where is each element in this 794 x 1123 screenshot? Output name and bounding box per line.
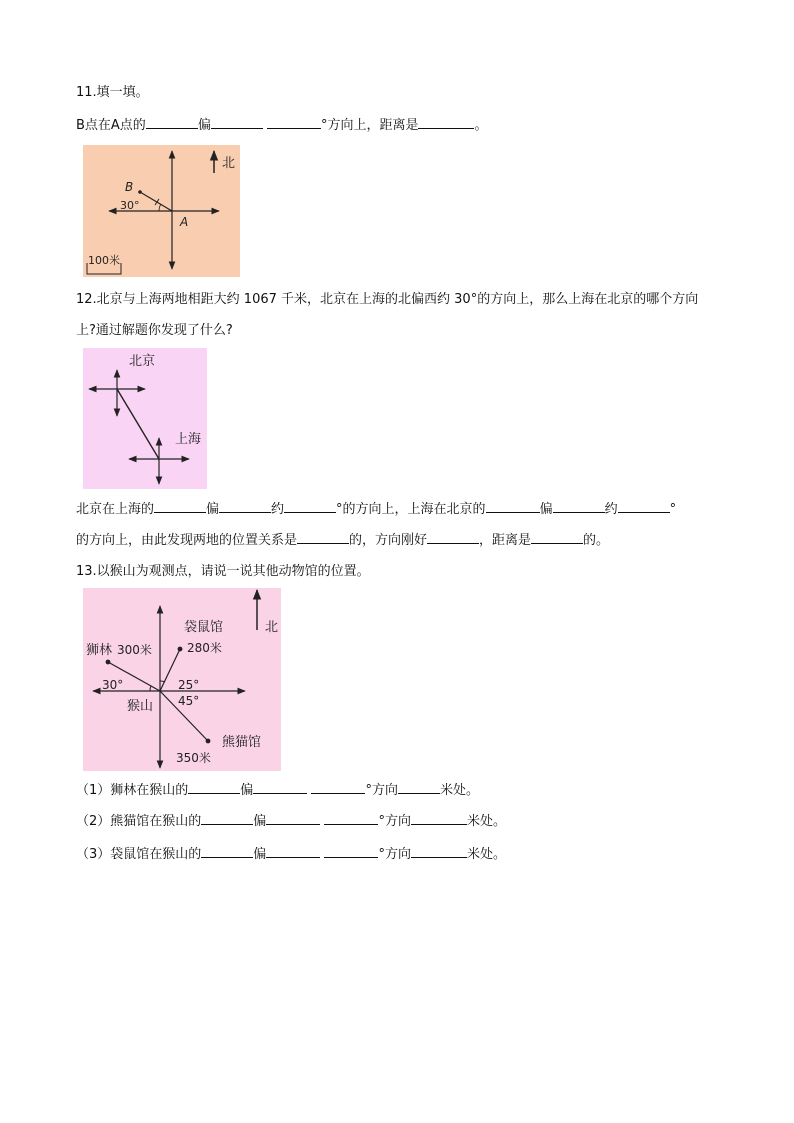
q11-a-label: A [180,215,189,229]
q13-panda-distance: 350米 [176,751,211,765]
q12-blank-5[interactable] [553,500,605,513]
q12-a1-text-5: 偏 [539,502,553,517]
q11-question [76,116,488,135]
q12-a2-text-4: 的。 [583,533,610,548]
q12-figure [83,348,207,489]
q12-answer-line-2 [76,531,609,550]
q11-angle-label: 30° [120,199,140,212]
q12-answer-line-1 [76,500,676,519]
q11-text-2: 偏 [197,118,211,133]
q12-line-1: 12.北京与上海两地相距大约 1067 千米，北京在上海的北偏西约 30°的方向上，那么上海在北京的哪个方向 [76,292,699,307]
q13-north-label: 北 [265,620,279,635]
q13-item-1-blank-3[interactable] [311,781,365,794]
q13-item-2-prefix: （2）熊猫馆在猴山的 [76,814,202,829]
q13-item-2-blank-4[interactable] [411,812,467,825]
q12-a1-text-2: 偏 [206,502,220,517]
q13-item-3-deg: °方向 [378,847,411,862]
q11-blank-4[interactable] [418,116,474,129]
q12-blank-3[interactable] [284,500,336,513]
q12-blank-6[interactable] [618,500,670,513]
q13-kangaroo-label: 袋鼠馆 [184,620,224,635]
q13-monkey-label: 猴山 [127,699,154,714]
q13-item-3-prefix: （3）袋鼠馆在猴山的 [76,847,202,862]
q13-lion-distance: 300米 [117,643,152,657]
q13-lion-point [106,660,111,665]
q11-north-label: 北 [222,156,236,171]
q13-item-2-mid: 偏 [253,814,267,829]
q13-item-2-blank-1[interactable] [201,812,253,825]
q13-kangaroo-distance: 280米 [187,641,222,655]
q11-text-4: 。 [474,118,488,133]
q11-scale-label: 100米 [88,254,120,267]
q13-angle-45: 45° [178,694,200,708]
q12-a2-text-2: 的，方向刚好 [349,533,428,548]
q13-item-1-suffix: 米处。 [439,783,479,798]
q12-a1-text-3: 约 [271,502,285,517]
q13-item-1-blank-4[interactable] [398,781,440,794]
q11-blank-1[interactable] [146,116,198,129]
q13-angle-25: 25° [178,678,200,692]
q13-item-2-blank-3[interactable] [324,812,378,825]
q13-panda-point [206,739,211,744]
q13-item-2-deg: °方向 [378,814,411,829]
q13-title: 13.以猴山为观测点，请说一说其他动物馆的位置。 [76,564,370,579]
q13-item-2-suffix: 米处。 [466,814,506,829]
q13-item-3-mid: 偏 [253,847,267,862]
q12-a1-text-4: °的方向上，上海在北京的 [336,502,486,517]
q12-a2-text-3: ，距离是 [479,533,532,548]
q13-lion-label: 狮林 [86,643,113,658]
q12-a2-text-1: 的方向上，由此发现两地的位置关系是 [76,533,298,548]
q12-line-2: 上?通过解题你发现了什么? [76,323,233,338]
q13-figure [83,588,281,771]
q11-title: 11.填一填。 [76,85,149,100]
q13-item-1-blank-2[interactable] [253,781,307,794]
q12-beijing-label: 北京 [129,354,156,369]
q11-b-label: B [125,180,134,194]
q13-item-3-blank-1[interactable] [201,845,253,858]
q11-blank-3[interactable] [267,116,321,129]
q12-blank-7[interactable] [297,531,349,544]
q13-item-1-deg: °方向 [365,783,398,798]
q12-figure-background [83,348,207,489]
q13-item-1-blank-1[interactable] [188,781,240,794]
q12-blank-9[interactable] [531,531,583,544]
q13-kangaroo-point [178,647,183,652]
q13-item-1-prefix: （1）狮林在猴山的 [76,783,189,798]
q11-figure [83,145,240,277]
q12-blank-2[interactable] [219,500,271,513]
q13-item-3-blank-3[interactable] [324,845,378,858]
q11-text-3: °方向上，距离是 [320,118,419,133]
q13-item-2 [76,812,506,831]
q13-panda-label: 熊猫馆 [222,735,262,750]
q13-item-3-blank-2[interactable] [266,845,320,858]
q13-item-1 [76,781,479,800]
q12-a1-text-1: 北京在上海的 [76,502,155,517]
q13-item-3-suffix: 米处。 [466,847,506,862]
q13-item-1-mid: 偏 [240,783,254,798]
q12-blank-4[interactable] [486,500,540,513]
q13-angle-30: 30° [102,678,124,692]
q11-text-1: B点在A点的 [76,118,146,133]
q13-item-2-blank-2[interactable] [266,812,320,825]
q11-blank-2[interactable] [211,116,263,129]
q12-a1-text-7: ° [669,502,677,517]
q12-blank-8[interactable] [427,531,479,544]
q11-point-b [138,190,142,194]
q12-a1-text-6: 约 [604,502,618,517]
q13-item-3 [76,845,506,864]
q13-item-3-blank-4[interactable] [411,845,467,858]
q12-blank-1[interactable] [154,500,206,513]
q12-shanghai-label: 上海 [175,432,202,447]
